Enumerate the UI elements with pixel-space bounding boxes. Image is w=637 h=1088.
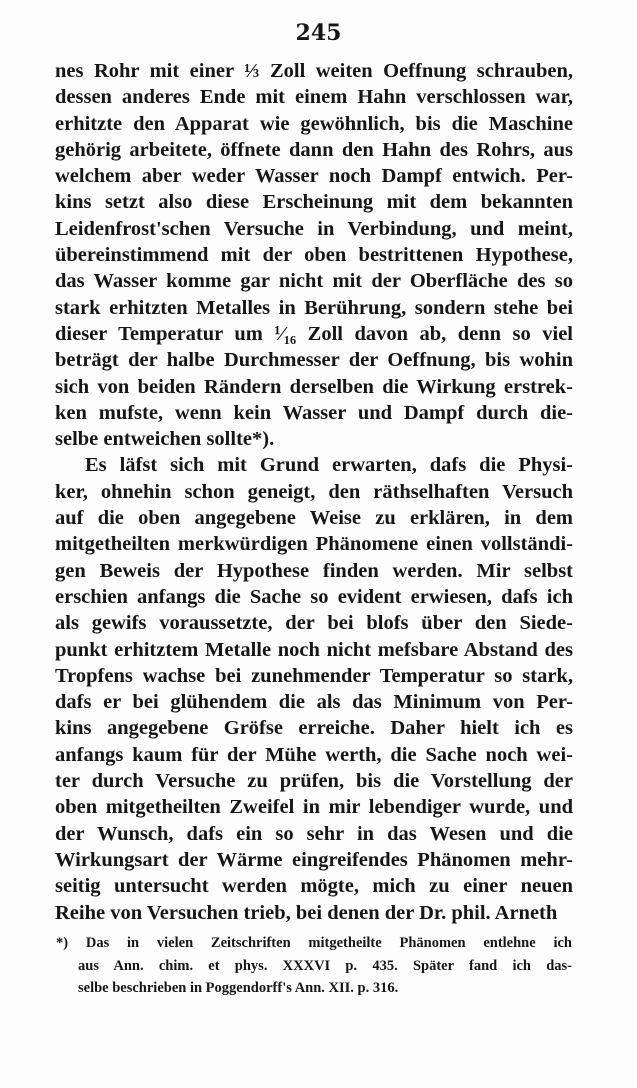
text-line: erschien anfangs die Sache so evident erwiesen, dafs ich bbox=[55, 585, 573, 608]
text-line: das Wasser komme gar nicht mit der Oberfläche des so bbox=[55, 270, 573, 293]
text-line: Es läfst sich mit Grund erwarten, dafs die Physi- bbox=[85, 454, 573, 477]
text-line: auf die oben angegebene Weise zu erklären, in dem bbox=[55, 507, 573, 530]
text-line: als gewifs voraussetzte, der bei blofs über den Siede- bbox=[55, 612, 573, 635]
text-line: Leidenfrost'schen Versuche in Verbindung, und meint, bbox=[55, 217, 573, 240]
text-line: Tropfens wachse bei zunehmender Temperatur so stark, bbox=[55, 664, 573, 687]
text-line: dessen anderes Ende mit einem Hahn verschlossen war, bbox=[55, 86, 573, 109]
paragraph bbox=[55, 58, 573, 452]
text-line: dieser Temperatur um ¹⁄₁₆ Zoll davon ab, denn so viel bbox=[55, 322, 573, 345]
text-line: der Wunsch, dafs ein so sehr in das Wesen und die bbox=[55, 822, 573, 845]
text-line: seitig untersucht werden mögte, mich zu einer neuen bbox=[55, 875, 573, 898]
text-line: Wirkungsart der Wärme eingreifendes Phänomen mehr- bbox=[55, 848, 573, 871]
text-line: gen Beweis der Hypothese finden werden. Mir selbst bbox=[55, 559, 573, 582]
text-line: kins angegebene Gröfse erreiche. Daher hielt ich es bbox=[55, 717, 573, 740]
paragraph bbox=[55, 452, 573, 925]
text-line: kins setzt also diese Erscheinung mit dem bekannten bbox=[55, 191, 573, 214]
text-line: punkt erhitztem Metalle noch nicht mefsbare Abstand des bbox=[55, 638, 573, 661]
text-line: beträgt der halbe Durchmesser der Oeffnung, bis wohin bbox=[55, 349, 573, 372]
text-line: sich von beiden Rändern derselben die Wirkung erstrek- bbox=[55, 375, 573, 398]
text-line: erhitzte den Apparat wie gewöhnlich, bis die Maschine bbox=[55, 112, 573, 135]
footnote-line: *) Das in vielen Zeitschriften mitgetheilte Phänomen entlehne ich bbox=[56, 935, 572, 951]
text-line: dafs er bei glühendem die als das Minimum von Per- bbox=[55, 691, 573, 714]
text-line: selbe entweichen sollte*). bbox=[55, 428, 275, 451]
body-text bbox=[55, 58, 573, 926]
text-line: oben mitgetheilten Zweifel in mir lebendiger wurde, und bbox=[55, 796, 573, 819]
text-line: mitgetheilten merkwürdigen Phänomene einen vollständi- bbox=[55, 533, 573, 556]
text-line: stark erhitzten Metalles in Berührung, sondern stehe bei bbox=[55, 296, 573, 319]
text-line: nes Rohr mit einer ⅓ Zoll weiten Oeffnung schrauben, bbox=[55, 60, 573, 82]
text-line: ken mufste, wenn kein Wasser und Dampf durch die- bbox=[55, 401, 573, 424]
text-line: ker, ohnehin schon geneigt, den räthselhaften Versuch bbox=[55, 480, 573, 503]
text-line: gehörig arbeitete, öffnete dann den Hahn des Rohrs, aus bbox=[55, 138, 573, 161]
page-number: 245 bbox=[295, 20, 342, 46]
text-line: anfangs kaum für der Mühe werth, die Sache noch wei- bbox=[55, 743, 573, 766]
text-line: übereinstimmend mit der oben bestrittenen Hypothese, bbox=[55, 244, 573, 267]
footnote bbox=[56, 932, 572, 1000]
footnote-line: selbe beschrieben in Poggendorff's Ann. XII. p. 316. bbox=[78, 980, 399, 996]
text-line: welchem aber weder Wasser noch Dampf entwich. Per- bbox=[55, 165, 573, 188]
footnote-line: aus Ann. chim. et phys. XXXVI p. 435. Später fand ich das- bbox=[78, 957, 572, 974]
text-line: Reihe von Versuchen trieb, bei denen der Dr. phil. Arneth bbox=[55, 901, 558, 924]
text-line: ter durch Versuche zu prüfen, bis die Vorstellung der bbox=[55, 770, 573, 793]
